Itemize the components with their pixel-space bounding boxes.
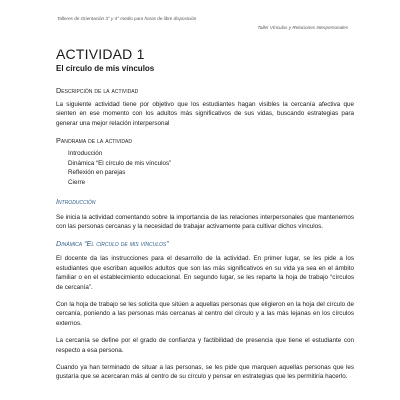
section-heading-panorama: Panorama de la actividad bbox=[56, 136, 132, 146]
descripcion-paragraph: La siguiente actividad tiene por objetivo que los estudiantes hagan visibles la cercanía afectiva que sienten en ese momento con los adultos más significativos de sus vidas, buscando estrategias para generar una mejor relación interpersonal bbox=[56, 101, 354, 127]
section-heading-dinamica: Dinámica “El círculo de mis vínculos” bbox=[56, 239, 169, 249]
dinamica-paragraph: La cercanía se define por el grado de confianza y factibilidad de presencia que tiene el estudiante con respecto a esa persona. bbox=[56, 337, 354, 354]
running-header-right: Taller Vínculos y Relaciones Interpersonales bbox=[257, 25, 348, 30]
document-body bbox=[56, 47, 354, 382]
panorama-item: Dinámica “El círculo de mis vínculos” bbox=[68, 159, 172, 167]
dinamica-paragraph: Cuando ya han terminado de situar a las personas, se les pide que marquen aquellas personas que les gustaría que se acercaran más al centro de su círculo y pensar en estrategias que les permitiría hacerlo. bbox=[56, 364, 354, 381]
section-heading-introduccion: Introducción bbox=[56, 196, 96, 206]
running-header-left: Talleres de Orientación 3° y 4° medio para horas de libre disposición bbox=[57, 16, 197, 21]
dinamica-paragraph: Con la hoja de trabajo se les solicita que sitúen a aquellas personas que eligieron en la hoja del círculo de cercanía, poniendo a las personas más cercanas al centro del círculo y a las más lejanas en los círculos externos. bbox=[56, 301, 354, 327]
introduccion-paragraph: Se inicia la actividad comentando sobre la importancia de las relaciones interpersonales que mantenemos con las personas cercanas y la necesidad de trabajar activamente para cultivar dichos vínculos. bbox=[56, 213, 354, 230]
activity-subtitle: El círculo de mis vínculos bbox=[56, 64, 155, 73]
panorama-list bbox=[56, 149, 354, 187]
panorama-item: Reflexión en parejas bbox=[68, 169, 126, 177]
activity-title: ACTIVIDAD 1 bbox=[56, 46, 145, 62]
section-heading-descripcion: Descripción de la actividad bbox=[56, 86, 139, 95]
panorama-item: Cierre bbox=[68, 179, 86, 186]
dinamica-paragraph: El docente da las instrucciones para el desarrollo de la actividad. En primer lugar, se les pide a los estudiantes que escriban aquellos adultos que son las más significativos en su vida ya sea en el ámbito familiar o en el establecimiento educacional. En segundo lugar, se les reparte la hoja de trabajo “círculos de cercanía”. bbox=[56, 255, 354, 291]
panorama-item: Introducción bbox=[68, 150, 103, 158]
